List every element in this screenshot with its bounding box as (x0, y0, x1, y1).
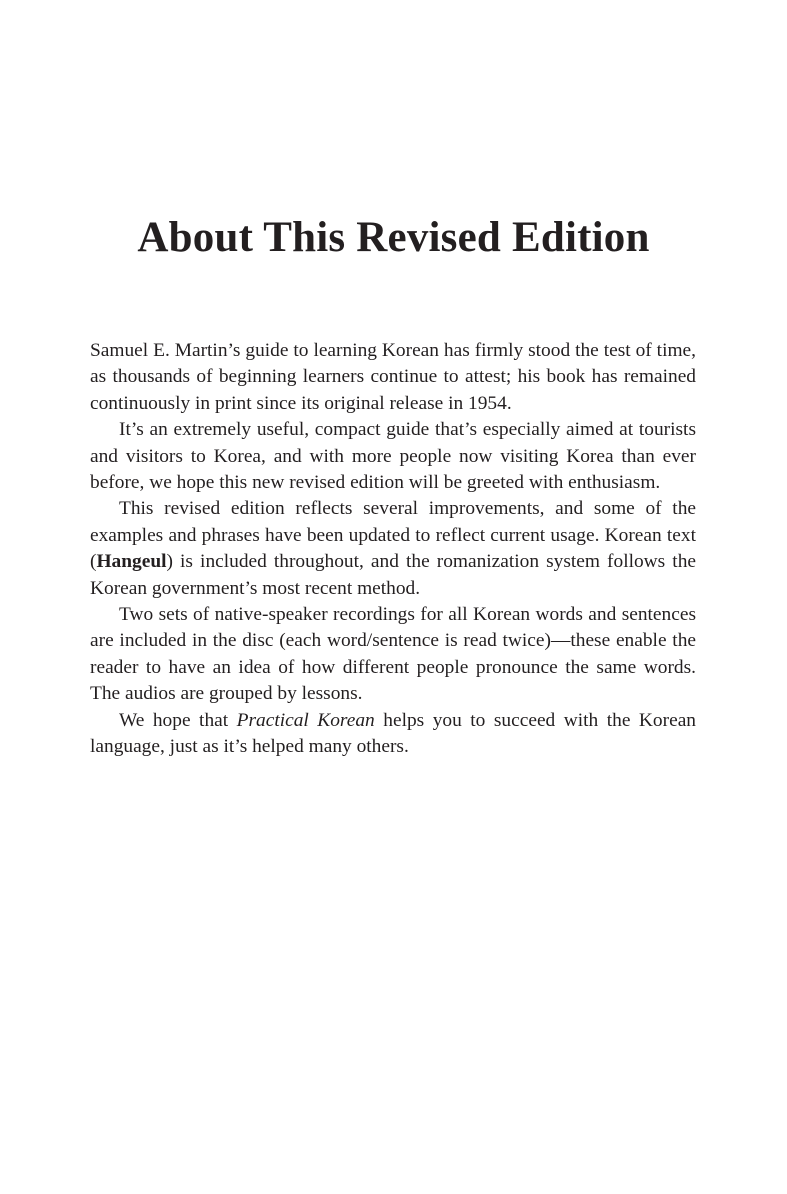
paragraph-5 (90, 708, 696, 761)
body-text (90, 338, 696, 761)
paragraph-text: Samuel E. Martin’s guide to learning Korean has firmly stood the test of time, as thousands of beginning learners continue to attest; his book has remained continuously in print since its original release in 1954. (90, 340, 696, 414)
page-title: About This Revised Edition (137, 214, 650, 261)
paragraph-text: ) is included throughout, and the romanization system follows the Korean government’s most recent method. (90, 551, 696, 599)
paragraph-3 (90, 496, 696, 602)
paragraph-2 (90, 417, 696, 496)
book-title: Practical Korean (236, 709, 375, 731)
paragraph-1 (90, 338, 696, 417)
paragraph-text: This revised edition reflects several improvements, and some of the examples and phrases have been updated to reflect current usage. Korean text ( (90, 498, 696, 573)
paragraph-text: Two sets of native-speaker recordings for all Korean words and sentences are included in the disc (each word/sentence is read twice)—these enable the reader to have an idea of how different people pronounce the same words. The audios are grouped by lessons. (90, 604, 696, 705)
hangeul-term: Hangeul (96, 551, 167, 573)
paragraph-4 (90, 602, 696, 708)
paragraph-text: helps you to succeed with the Korean language, just as it’s helped many others. (90, 709, 696, 758)
paragraph-text: It’s an extremely useful, compact guide that’s especially aimed at tourists and visitors to Korea, and with more people now visiting Korea than ever before, we hope this new revised edition will be greeted with enthusiasm. (90, 419, 696, 494)
paragraph-text: We hope that (119, 709, 237, 731)
